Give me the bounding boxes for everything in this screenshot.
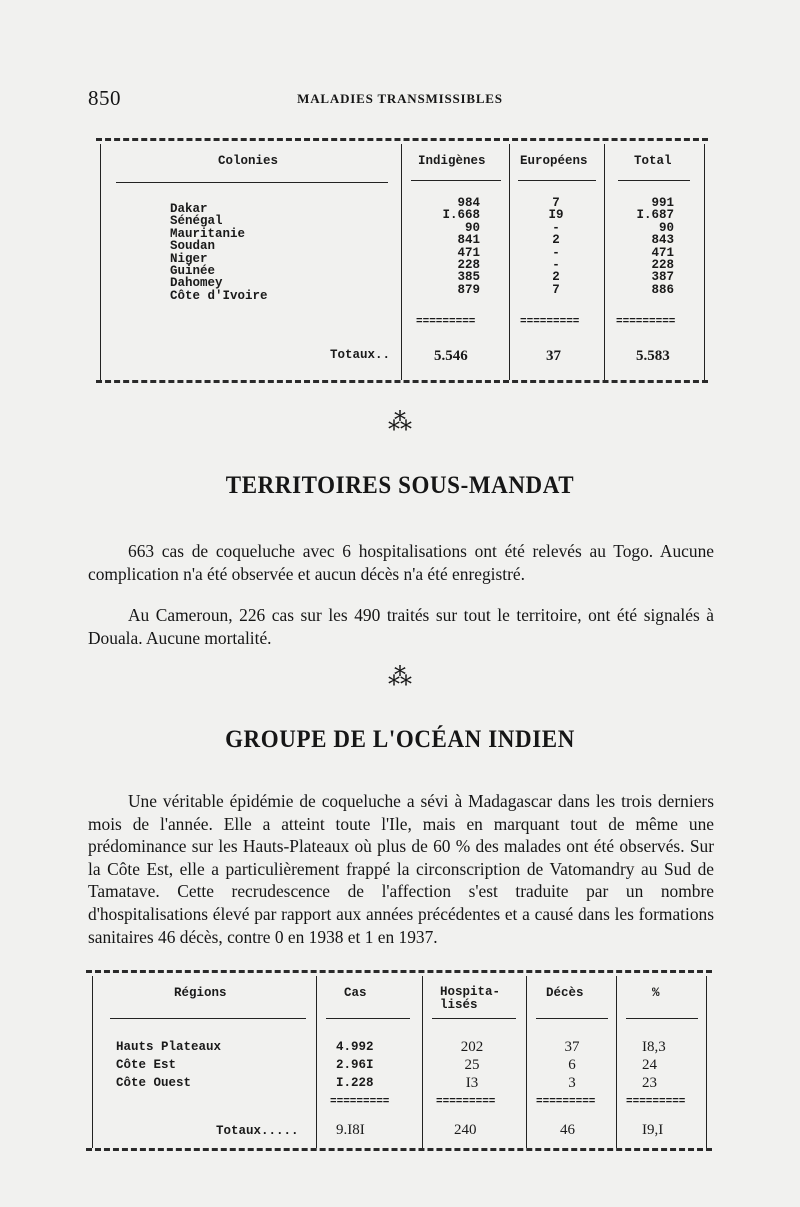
deces-values	[542, 1038, 602, 1092]
table-cell: Côte Ouest	[116, 1076, 192, 1090]
region-names	[116, 1038, 221, 1092]
table-cell: 25	[464, 1057, 480, 1073]
separator-row: =========	[436, 1096, 496, 1108]
totals-label: Totaux..	[330, 348, 391, 362]
table-cell: -	[552, 258, 560, 273]
column-header-hospitalises: Hospita- lisés	[440, 985, 501, 1012]
table-cell: 90	[464, 220, 480, 235]
table-cell: Soudan	[170, 239, 216, 254]
paragraph-togo: 663 cas de coqueluche avec 6 hospitalisations ont été relevés au Togo. Aucune complication n'a été observée et aucun décès n'a été enregistré.	[88, 541, 714, 584]
table-cell: I.687	[636, 208, 674, 223]
paragraph-cameroun: Au Cameroun, 226 cas sur les 490 traités sur tout le territoire, ont été signalés à Douala. Aucune mortalité.	[88, 605, 714, 648]
table-cell: 4.992	[336, 1040, 374, 1054]
section-title-territoires: TERRITOIRES SOUS-MANDAT	[225, 470, 575, 499]
column-header-europeens: Européens	[520, 154, 588, 168]
table-top-border	[96, 138, 708, 141]
separator-row: =========	[626, 1096, 686, 1108]
table-cell: 879	[457, 282, 480, 297]
column-divider	[704, 144, 705, 380]
table-cell: 991	[651, 196, 674, 210]
header-underline	[432, 1018, 516, 1019]
column-header-total: Total	[634, 154, 672, 168]
header-underline	[110, 1018, 306, 1019]
table-cell: 387	[651, 270, 674, 285]
table-cell: 7	[552, 196, 560, 210]
table-cell: -	[552, 220, 560, 235]
separator-row: =========	[330, 1096, 390, 1108]
colony-names	[170, 203, 268, 302]
header-underline	[626, 1018, 698, 1019]
table-cell: 2	[552, 270, 560, 285]
table-cell: Guinée	[170, 264, 216, 279]
column-header-percent: %	[652, 986, 660, 1000]
header-underline	[326, 1018, 410, 1019]
table-cell: 228	[457, 258, 480, 273]
hosp-values	[442, 1038, 502, 1092]
header-underline	[518, 180, 596, 181]
table-cell: 90	[658, 220, 674, 235]
separator-row: =========	[520, 316, 580, 328]
header-underline	[618, 180, 690, 181]
section-ornament: ⁂	[388, 665, 412, 691]
section-ornament: ⁂	[388, 410, 412, 436]
column-divider	[526, 976, 527, 1148]
totals-europeens: 37	[546, 348, 561, 364]
totals-indigenes: 5.546	[434, 348, 468, 364]
table-cell: I9	[548, 208, 564, 223]
table-top-border	[86, 970, 712, 973]
column-divider	[100, 144, 101, 380]
table-cell: 6	[568, 1057, 576, 1073]
header-underline	[116, 182, 388, 183]
totals-label: Totaux.....	[216, 1124, 299, 1138]
total-values	[614, 197, 674, 296]
separator-row: =========	[616, 316, 676, 328]
colonies-table	[96, 130, 708, 386]
column-header-deces: Décès	[546, 986, 584, 1000]
column-divider	[92, 976, 93, 1148]
table-cell: I8,3	[642, 1039, 666, 1055]
table-cell: 886	[651, 282, 674, 297]
table-cell: 3	[568, 1075, 576, 1091]
table-cell: Côte d'Ivoire	[170, 288, 268, 303]
table-cell: 2.96I	[336, 1058, 374, 1072]
page-number: 850	[88, 86, 121, 110]
table-cell: 37	[564, 1039, 580, 1055]
table-cell: Côte Est	[116, 1058, 177, 1072]
column-header-indigenes: Indigènes	[418, 154, 486, 168]
cas-values	[336, 1038, 374, 1092]
totals-cas: 9.I8I	[336, 1122, 365, 1138]
column-divider	[509, 144, 510, 380]
table-cell: I3	[465, 1075, 479, 1091]
header-underline	[536, 1018, 608, 1019]
table-cell: 984	[457, 196, 480, 210]
column-divider	[616, 976, 617, 1148]
totals-percent: I9,I	[642, 1122, 664, 1138]
column-divider	[316, 976, 317, 1148]
table-cell: 385	[457, 270, 480, 285]
column-header-cas: Cas	[344, 986, 367, 1000]
percent-values	[642, 1038, 666, 1092]
totals-total: 5.583	[636, 348, 670, 364]
table-cell: I.228	[336, 1076, 374, 1090]
column-divider	[422, 976, 423, 1148]
totals-deces: 46	[560, 1122, 575, 1138]
separator-row: =========	[416, 316, 476, 328]
table-cell: 471	[457, 245, 480, 260]
table-cell: 23	[642, 1075, 657, 1091]
table-cell: -	[552, 245, 560, 260]
table-cell: 471	[651, 245, 674, 260]
table-cell: Mauritanie	[170, 226, 246, 241]
page-header	[88, 86, 712, 110]
table-cell: 2	[552, 233, 560, 248]
table-cell: Sénégal	[170, 214, 223, 229]
indigenes-values	[420, 197, 480, 296]
table-cell: 7	[552, 282, 560, 297]
table-cell: 843	[651, 233, 674, 248]
table-cell: Hauts Plateaux	[116, 1040, 222, 1054]
column-divider	[604, 144, 605, 380]
header-underline	[411, 180, 501, 181]
regions-table	[86, 962, 712, 1156]
paragraph-madagascar: Une véritable épidémie de coqueluche a sévi à Madagascar dans les trois derniers mois de l'année. Elle a atteint toute l'Ile, mais en marquant tout de même une prédominance sur les Hauts-Plateaux où plus de 60 % des malades ont été observés. Sur la Côte Est, elle a particulièrement frappé la circonscription de Vatomandry au Sud de Tamatave. Cette recrudescence de l'affection s'est traduite par un nombre d'hospitalisations élevé par rapport aux années précédentes et a causé dans les formations sanitaires 46 décès, contre 0 en 1938 et 1 en 1937.	[88, 791, 714, 947]
europeens-values	[526, 197, 586, 296]
table-cell: 841	[457, 233, 480, 248]
table-cell: Dakar	[170, 202, 208, 216]
totals-hosp: 240	[454, 1122, 477, 1138]
table-bottom-border	[96, 380, 708, 383]
table-bottom-border	[86, 1148, 712, 1151]
column-divider	[706, 976, 707, 1148]
section-title-ocean-indien: GROUPE DE L'OCÉAN INDIEN	[225, 724, 575, 753]
table-cell: Dahomey	[170, 276, 223, 291]
table-cell: 228	[651, 258, 674, 273]
running-title: MALADIES TRANSMISSIBLES	[297, 91, 503, 106]
table-cell: 202	[460, 1039, 484, 1055]
column-divider	[401, 144, 402, 380]
column-header-regions: Régions	[174, 986, 227, 1000]
table-cell: Niger	[170, 251, 208, 266]
separator-row: =========	[536, 1096, 596, 1108]
column-header-colonies: Colonies	[218, 154, 279, 168]
table-cell: 24	[642, 1057, 657, 1073]
table-cell: I.668	[442, 208, 480, 223]
